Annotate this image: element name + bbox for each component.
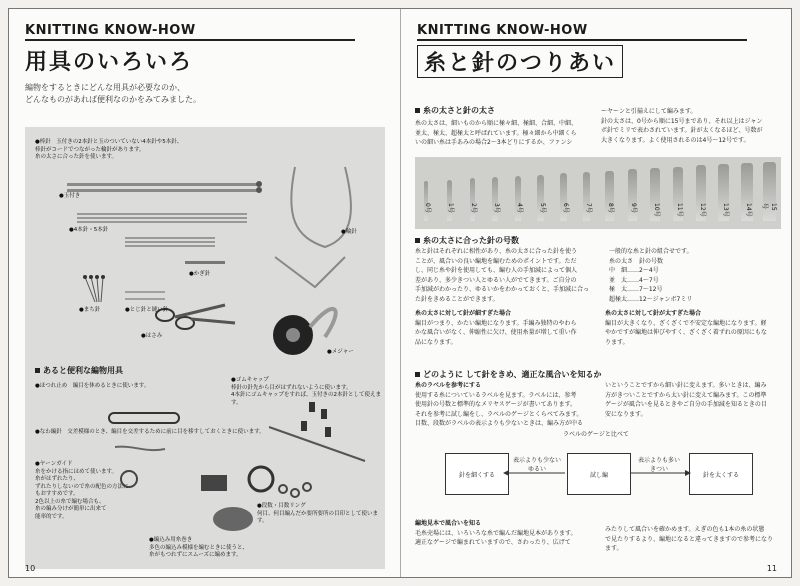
section-title: どのように して針をきめ、適正な風合いを知るか	[423, 370, 602, 379]
needle-size-label: 4号	[515, 203, 523, 213]
diagram-caption: ラベルのゲージと比べて	[563, 431, 629, 438]
body-line: 並太、極太、超極太と呼ばれています。極々細から中細くら	[415, 129, 577, 137]
table-row: 超極太……12〜ジャンボ7ミリ	[609, 295, 693, 303]
needle-size-label: 7号	[584, 203, 592, 213]
table-row: 極 太……7〜12号	[609, 286, 663, 293]
table-title: 一般的な糸と針の組合せです。	[609, 248, 693, 255]
needle-size-label: 8号	[607, 203, 615, 213]
body-line: 差があり、多少きつい人とゆるい人がでてきます。ご自分の	[415, 276, 577, 284]
subsection-title: 糸の太さに対して針が太すぎた場合	[605, 310, 702, 317]
caption-line: 4本針にゴムキャップをすれば、玉付きの2本針として使えます。	[231, 392, 382, 406]
body-line: 糸の太さは、細いものから順に極々細、極細、合細、中細、	[415, 120, 578, 127]
body-line: やかですが編地は伸びやすく、ざくざく着ずれの原因にもな	[605, 329, 767, 336]
needle-size-label: 10号	[653, 203, 661, 217]
needle-size-label: 11号	[676, 203, 684, 217]
caption-bobbin	[149, 537, 248, 560]
table-header: 糸の太さ 針の号数	[609, 257, 664, 265]
arrow-label-line: 表示よりも少ない	[512, 457, 561, 464]
caption-line: 多色の編込み模様を編むときに使うと、	[149, 544, 249, 551]
body-line: し、同じ糸や針を使用しても、編む人の手加減によって個人	[415, 267, 578, 274]
subsection-title: 編地見本で風合いを知る	[415, 520, 482, 527]
body-line: それを参考に試し編をし、ラベルのゲージとくらべてみます。	[415, 410, 583, 418]
caption-line: 2色以上の糸で編む場合も、	[35, 498, 105, 505]
right-page	[401, 9, 793, 577]
right-title: 糸と針のつりあい	[417, 45, 623, 78]
subsection-title: 糸のラベルを参考にする	[415, 382, 482, 389]
body-line: 毛糸売場には、いろいろな糸で編んだ編地見本があります。	[415, 529, 577, 537]
caption-yarn-guide	[35, 461, 129, 521]
body-line: かな風合いがなく、伸縮性に欠け、使用糸量が増して重い作	[415, 329, 577, 336]
left-header: KNITTING KNOW-HOW	[25, 23, 355, 41]
label-pins: ●まち針	[79, 307, 101, 313]
arrow-label-line: 表示よりも多い	[637, 457, 680, 464]
intro-line: どんなものがあれば便利なのかをみてみました。	[25, 95, 201, 104]
left-intro	[25, 82, 384, 106]
box-swatch: 試し編	[567, 453, 631, 495]
table-row: 並 太……4〜7号	[609, 276, 659, 284]
body-line: で見たりするより、編地になると違ってきますので参考になり	[605, 535, 774, 543]
needle-size-label: 3号	[493, 203, 501, 213]
needle-size-label: 6号	[561, 203, 569, 213]
caption-line: 棒針がコードでつながった輪針があります。	[35, 146, 145, 153]
arrow-right-label	[631, 455, 687, 473]
intro-line: 編物をするときにどんな用具が必要なのか、	[25, 83, 185, 92]
label-circular: ●輪針	[341, 229, 357, 235]
label-tama: ●玉付き	[59, 193, 81, 199]
needle-size-label: 5号	[538, 203, 546, 213]
caption-line: もおすすめです。	[35, 491, 79, 497]
body-line: 目数、段数がラベルの表示よりも少ないときは、編み方が中る	[415, 420, 584, 427]
section-handy-tools	[35, 365, 123, 376]
needle-size-label: 9号	[630, 203, 638, 213]
body-line: ことが、風合いの良い編地を編むためのポイントです。ただ	[415, 257, 577, 265]
body-line: みたりして風合いを確かめます。えぎの色も1本の糸の状態	[605, 526, 765, 533]
needles-caption	[35, 139, 182, 162]
caption-line: ●ヤーンガイド	[35, 461, 73, 467]
caption-line: 糸をかける指にはめて使います。	[35, 468, 118, 475]
body-line: 針の太さは、0号から順に15号まであり、それ以上はジャン	[601, 117, 763, 125]
body-line: 安になります。	[605, 410, 647, 418]
body-line: 大きくなります。よく使用されるのは4号〜12号です。	[601, 136, 750, 144]
body-line: 適正なゲージで編まれていますので、さわったり、広げて	[415, 539, 571, 546]
body-line: 使用する糸についているラベルを見ます。ラベルには、参考	[415, 391, 577, 399]
body-line: ボ針でミリで表わされています。針が太くなるほど、号数が	[601, 127, 763, 134]
caption-line: 糸がもつれずにスムーズに編めます。	[149, 552, 242, 558]
table-row: 中 細……2〜4号	[609, 267, 659, 274]
caption-hotsure: ●ほつれ止め 編目を休めるときに使います。	[35, 383, 150, 389]
left-page	[9, 9, 401, 577]
caption-cable-needle: ●なわ編針 交差模様のとき、編目を交差するために前に目を移すしておくときに使います。	[35, 429, 265, 435]
caption-line: 糸がはずれたり、	[35, 476, 80, 482]
caption-line: 何目、何目編んだか要所要所の目印として使います。	[257, 510, 379, 524]
caption-line: 棒針の針先から目がはずれないように使います。	[231, 384, 352, 391]
label-measure: ●メジャー	[327, 349, 354, 355]
caption-line: 糸の太さに合った針を使います。	[35, 154, 118, 160]
caption-line: 糸の編み分けが簡単に出来て	[35, 506, 107, 512]
caption-gomu	[231, 377, 385, 407]
body-line: ます。	[605, 545, 623, 552]
subsection-title: 糸の太さに対して針が細すぎた場合	[415, 310, 512, 317]
body-line: た針をきめることができます。	[415, 295, 499, 303]
arrow-left-label	[509, 455, 565, 473]
body-line: いということですから細い針に変えます。多いときは、編み	[605, 382, 767, 389]
caption-line: ●編込み用糸巻き	[149, 537, 193, 543]
arrow-label-line: ゆるい	[527, 466, 546, 473]
section-title: 糸の太さと針の太さ	[423, 106, 495, 115]
tools-photo	[25, 127, 385, 569]
body-line: 編目が大きくなり、ざくざくで不安定な編地になります。軽	[605, 319, 767, 327]
section-title: あると便利な編物用具	[43, 366, 123, 375]
caption-rings	[257, 503, 385, 526]
caption-line: ずれたりしないので糸の配色の方法に	[35, 483, 129, 490]
label-tapestry: ●とじ針と縫い針	[125, 307, 169, 313]
sample-block	[415, 519, 601, 548]
label-crochet: ●かぎ針	[189, 271, 211, 277]
right-header: KNITTING KNOW-HOW	[417, 23, 747, 41]
needle-size-label: 0号	[424, 203, 432, 213]
diagram-arrows	[401, 9, 793, 579]
arrow-label-line: きつい	[649, 466, 668, 473]
label-4-5-needles: ●4本針・5本針	[69, 227, 109, 233]
body-line: ゲージが風合いを見るときやご自分の手加減を知るときの目	[605, 401, 767, 408]
needle-size-label: 2号	[470, 203, 478, 213]
needle-size-label: 15号	[760, 203, 777, 211]
label-scissors: ●はさみ	[141, 333, 163, 339]
section-title: 糸の太さに合った針の号数	[423, 236, 519, 245]
body-line: ります。	[605, 338, 629, 346]
body-line: いの細い糸は手あみの場合2〜3本どりにするか、ファンシ	[415, 139, 573, 146]
box-thicker-needle: 針を太くする	[689, 453, 753, 495]
sample-block-right	[605, 525, 785, 554]
body-line: 糸と針はそれぞれに相性があり、糸の太さに合った針を使う	[415, 248, 578, 255]
needle-size-label: 12号	[698, 203, 706, 217]
body-line: 方がきついことですから太い針に変えて編みます。この標準	[605, 391, 767, 399]
caption-line: ●段数・目数リング	[257, 503, 306, 509]
body-line: ーヤーンと引揃えにして編みます。	[601, 108, 697, 115]
caption-line: ●ゴムキャップ	[231, 377, 269, 383]
needle-size-label: 1号	[447, 203, 455, 213]
body-line: 編目がつまり、かたい編地になります。手編み独特のやわら	[415, 319, 577, 327]
page-number-left: 10	[25, 564, 36, 573]
body-line: 手加減がわかったり、ゆるいかをわかっておくと、手加減に合っ	[415, 286, 590, 293]
left-title: 用具のいろいろ	[25, 50, 194, 75]
book-spread	[8, 8, 792, 578]
box-thinner-needle: 針を細くする	[445, 453, 509, 495]
body-line: 品になります。	[415, 338, 457, 346]
needle-size-label: 14号	[744, 203, 752, 217]
body-line: 使用針の号数と標準的なメリヤスゲージが書いてあります。	[415, 401, 577, 408]
page-number-right: 11	[766, 564, 777, 573]
caption-line: ●棒針 玉付きの2本針と玉のついていない4本針や5本針、	[35, 139, 183, 145]
caption-line: 能率的です。	[35, 513, 68, 520]
needle-size-label: 13号	[721, 203, 729, 217]
section-marker-icon	[35, 368, 40, 373]
